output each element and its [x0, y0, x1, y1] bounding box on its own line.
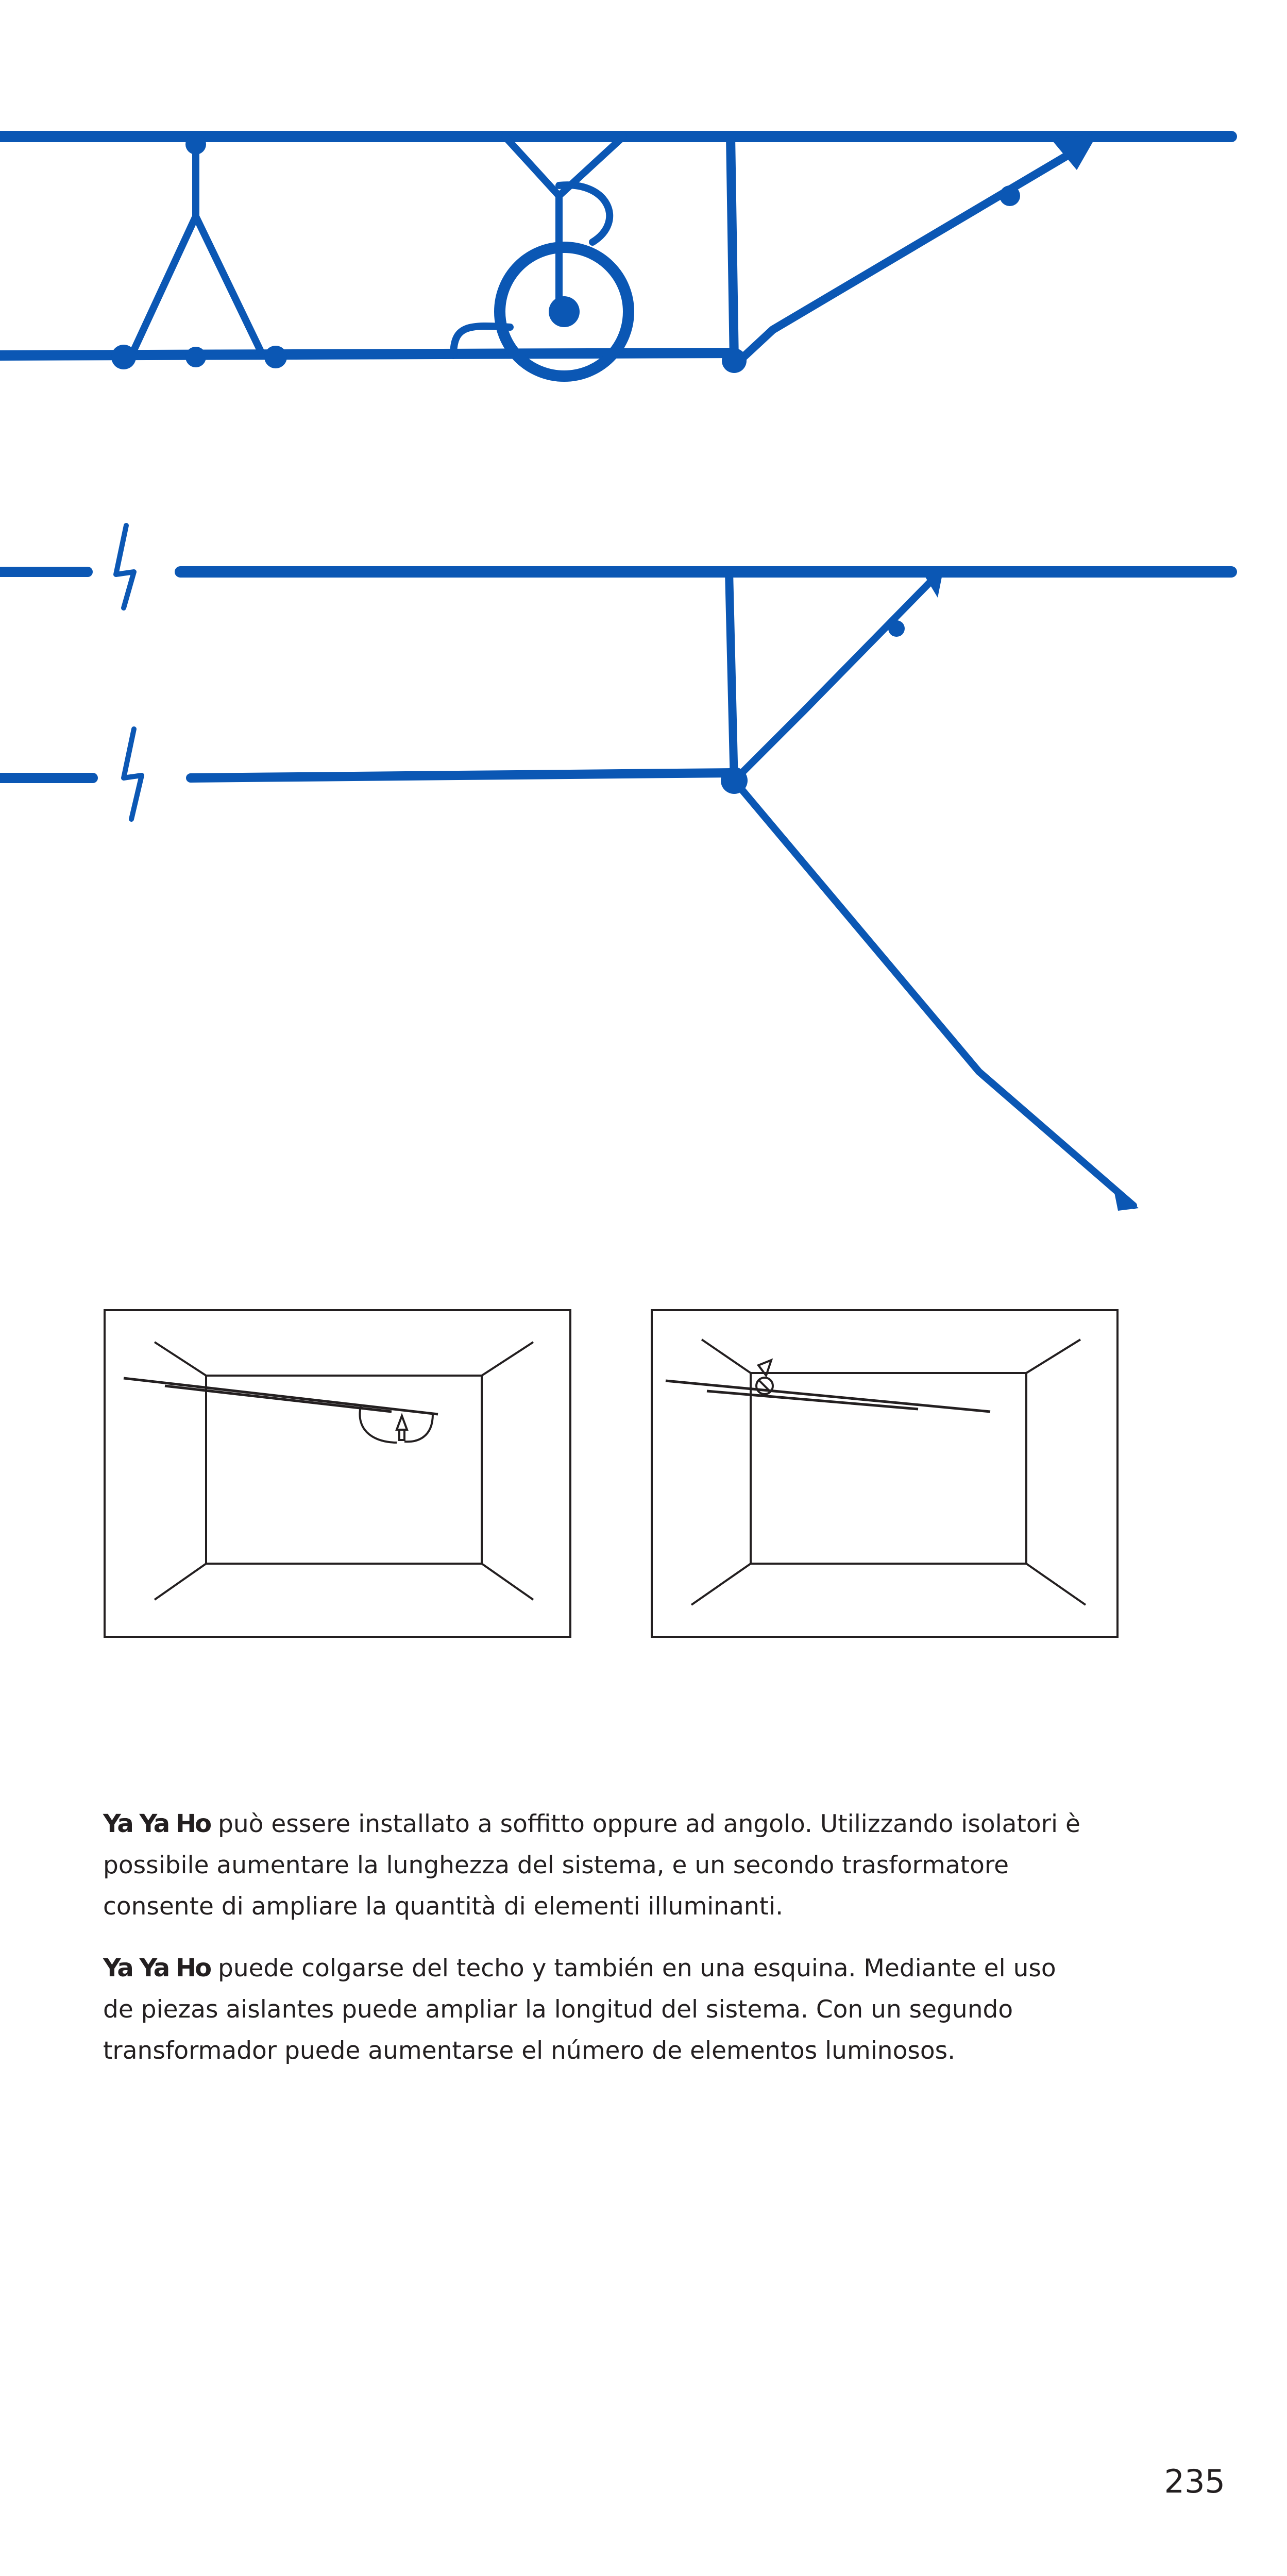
ceiling-mount-diagram: [103, 1309, 572, 1638]
insulator-lower: [124, 729, 142, 819]
mid-diagonal-up: [734, 580, 933, 781]
cable-system-sketch: [0, 0, 1287, 1236]
corner-mount-diagram: [650, 1309, 1119, 1638]
vertical-post-2: [729, 572, 734, 783]
paragraph-italian: [103, 1803, 1082, 1927]
paragraph-text: può essere installato a soffitto oppure ad angolo. Utilizzando isolatori è possibile aumentare la lunghezza del sistema, e un secondo trasformatore consente di ampliare la quantità di elementi illuminanti.: [103, 1810, 1080, 1921]
mid-lower-cable: [191, 773, 732, 778]
brand-name: Ya Ya Ho: [103, 1954, 211, 1982]
triangle-support: [131, 144, 263, 355]
top-diagonal: [737, 147, 1082, 363]
brand-name: Ya Ya Ho: [103, 1809, 211, 1838]
top-lower-cable: [0, 353, 732, 355]
mid-diagonal-down: [734, 781, 1133, 1206]
paragraph-spanish: [103, 1947, 1082, 2072]
insulator-upper: [116, 526, 134, 608]
vertical-post: [731, 137, 734, 361]
page-number: 235: [1164, 2463, 1225, 2500]
paragraph-text: puede colgarse del techo y también en una esquina. Mediante el uso de piezas aislantes puede ampliar la longitud del sistema. Con un segundo transformador puede aumentarse el número de elementos luminosos.: [103, 1954, 1056, 2065]
